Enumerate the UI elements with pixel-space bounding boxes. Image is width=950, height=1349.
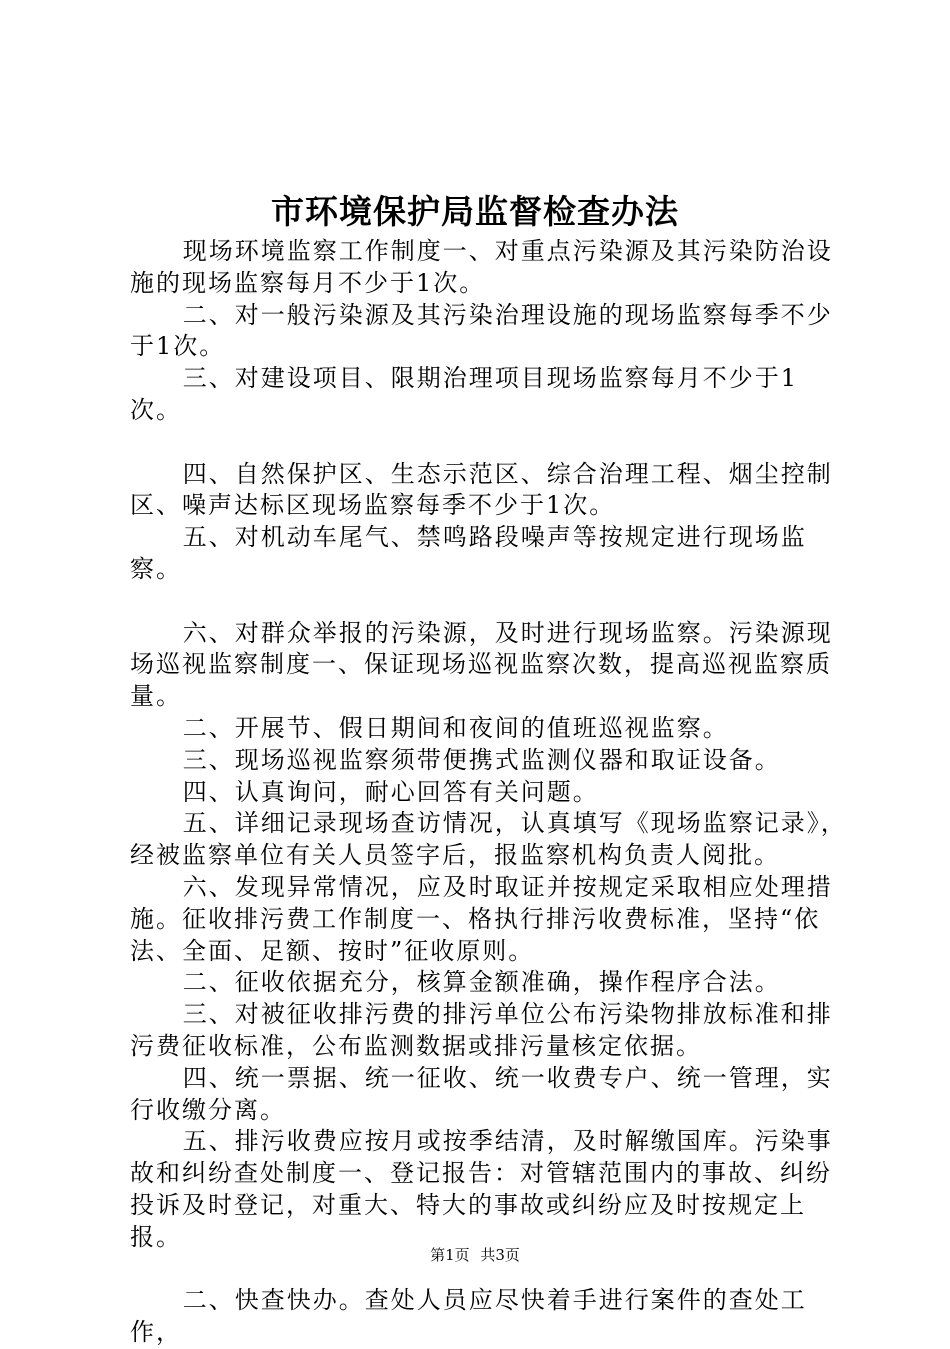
paragraph: 四、自然保护区、生态示范区、综合治理工程、烟尘控制区、噪声达标区现场监察每季不少于1次。 <box>130 459 833 520</box>
page-number: 第1页 <box>430 1246 470 1264</box>
paragraph: 四、统一票据、统一征收、统一收费专户、统一管理，实行收缴分离。 <box>130 1063 833 1124</box>
paragraph: 二、开展节、假日期间和夜间的值班巡视监察。 <box>182 713 729 742</box>
paragraph: 二、快查快办。查处人员应尽快着手进行案件的查处工作， <box>130 1286 807 1347</box>
page-total: 共3页 <box>480 1246 520 1264</box>
document-body <box>130 236 850 1349</box>
paragraph: 五、对机动车尾气、禁鸣路段噪声等按规定进行现场监察。 <box>130 523 807 583</box>
paragraph: 五、详细记录现场查访情况，认真填写《现场监察记录》，经被监察单位有关人员签字后，报监察机构负责人阅批。 <box>130 809 847 870</box>
paragraph: 三、对被征收排污费的排污单位公布污染物排放标准和排污费征收标准，公布监测数据或排污量核定依据。 <box>130 1000 833 1060</box>
paragraph: 六、发现异常情况，应及时取证并按规定采取相应处理措施。征收排污费工作制度一、格执行排污收费标准，坚持“依法、全面、足额、按时”征收原则。 <box>130 872 833 965</box>
paragraph: 三、现场巡视监察须带便携式监测仪器和取证设备。 <box>182 745 781 774</box>
paragraph: 四、认真询问，耐心回答有关问题。 <box>182 777 599 806</box>
paragraph: 现场环境监察工作制度一、对重点污染源及其污染防治设施的现场监察每月不少于1次。 <box>130 237 833 297</box>
paragraph: 二、对一般污染源及其污染治理设施的现场监察每季不少于1次。 <box>130 300 833 361</box>
page-footer <box>0 1244 950 1265</box>
paragraph: 二、征收依据充分，核算金额准确，操作程序合法。 <box>182 968 781 997</box>
paragraph: 三、对建设项目、限期治理项目现场监察每月不少于1次。 <box>130 364 799 424</box>
paragraph: 五、排污收费应按月或按季结清，及时解缴国库。污染事故和纠纷查处制度一、登记报告：对管辖范围内的事故、纠纷投诉及时登记，对重大、特大的事故或纠纷应及时按规定上报。 <box>130 1127 833 1251</box>
document-title: 市环境保护局监督检查办法 <box>271 192 679 231</box>
paragraph: 六、对群众举报的污染源，及时进行现场监察。污染源现场巡视监察制度一、保证现场巡视监察次数，提高巡视监察质量。 <box>130 618 833 711</box>
